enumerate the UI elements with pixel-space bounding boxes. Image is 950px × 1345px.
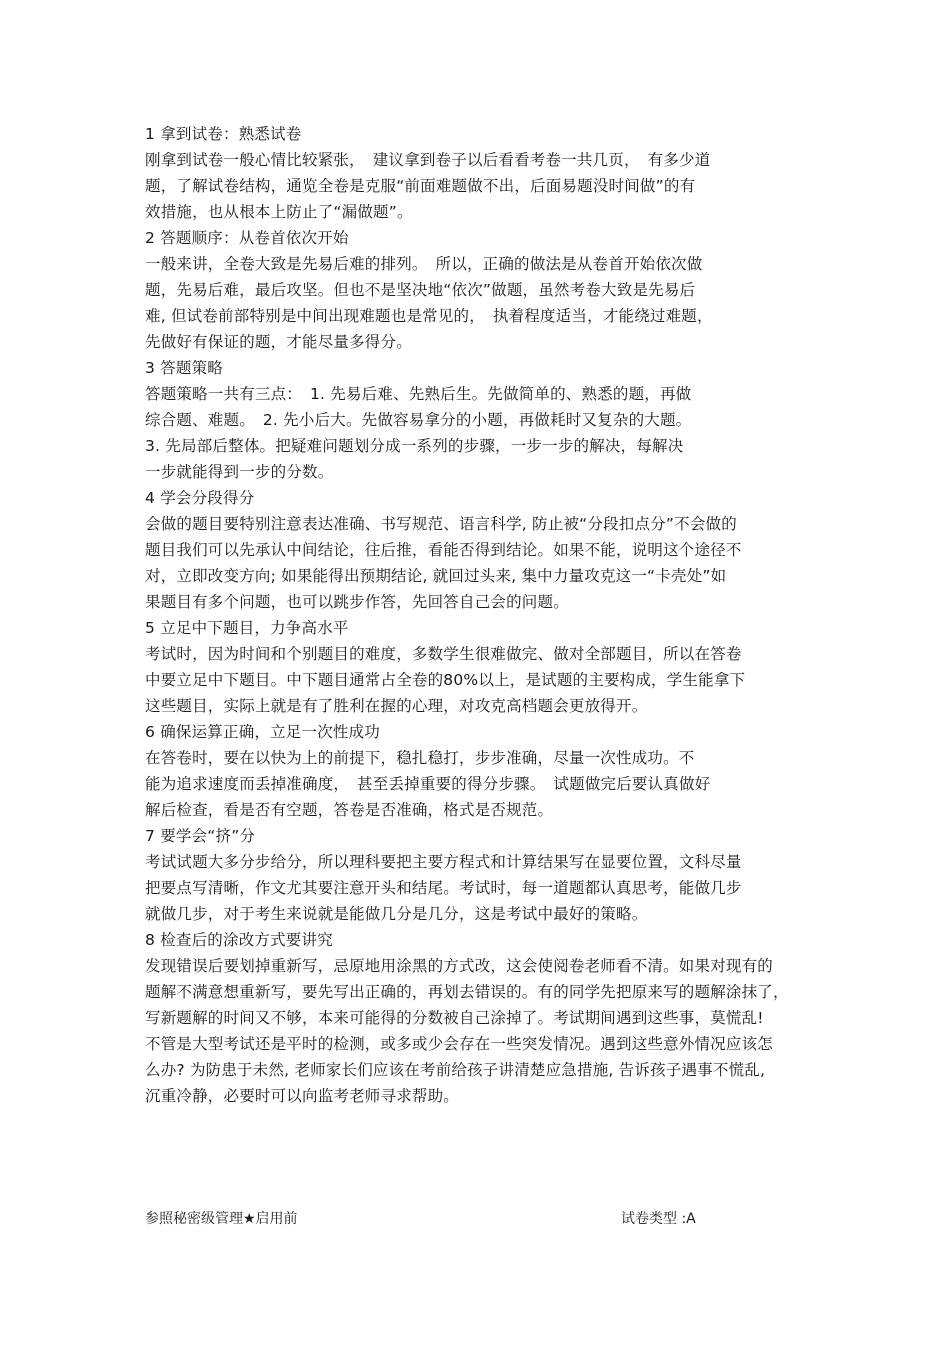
text-line: 果题目有多个问题，也可以跳步作答，先回答自己会的问题。 — [145, 593, 569, 611]
text-line: 对，立即改变方向; 如果能得出预期结论, 就回过头来, 集中力量攻克这一“卡壳处”如 — [145, 567, 727, 585]
text-line: 综合题、难题。 2. 先小后大。先做容易拿分的小题，再做耗时又复杂的大题。 — [145, 411, 692, 429]
text-line: 一步就能得到一步的分数。 — [145, 463, 334, 481]
text-line: 这些题目，实际上就是有了胜利在握的心理，对攻克高档题会更放得开。 — [145, 697, 648, 715]
text-line: 会做的题目要特别注意表达准确、书写规范、语言科学, 防止被“分段扣点分”不会做的 — [145, 515, 737, 533]
text-line: 题目我们可以先承认中间结论，往后推，看能否得到结论。如果不能，说明这个途径不 — [145, 541, 742, 559]
text-line: 刚拿到试卷一般心情比较紧张， 建议拿到卷子以后看看考卷一共几页， 有多少道 — [145, 151, 711, 169]
text-line: 2 答题顺序：从卷首依次开始 — [145, 229, 349, 247]
text-line: 答题策略一共有三点： 1. 先易后难、先熟后生。先做简单的、熟悉的题，再做 — [145, 385, 692, 403]
text-line: 5 立足中下题目，力争高水平 — [145, 619, 349, 637]
text-line: 能为追求速度而丢掉准确度， 甚至丢掉重要的得分步骤。 试题做完后要认真做好 — [145, 775, 711, 793]
text-line: 先做好有保证的题，才能尽量多得分。 — [145, 333, 412, 351]
text-line: 发现错误后要划掉重新写，忌原地用涂黑的方式改，这会使阅卷老师看不清。如果对现有的 — [145, 957, 774, 975]
text-line: 1 拿到试卷：熟悉试卷 — [145, 125, 302, 143]
text-line: 考试试题大多分步给分，所以理科要把主要方程式和计算结果写在显要位置，文科尽量 — [145, 853, 742, 871]
text-line: 题，了解试卷结构，通览全卷是克服“前面难题做不出，后面易题没时间做”的有 — [145, 177, 696, 195]
text-line: 4 学会分段得分 — [145, 489, 255, 507]
text-line: 中要立足中下题目。中下题目通常占全卷的80%以上，是试题的主要构成，学生能拿下 — [145, 671, 746, 689]
text-line: 写新题解的时间又不够，本来可能得的分数被自己涂掉了。考试期间遇到这些事，莫慌乱! — [145, 1009, 764, 1027]
text-line: 在答卷时，要在以快为上的前提下，稳扎稳打，步步准确，尽量一次性成功。不 — [145, 749, 695, 767]
text-line: 就做几步，对于考生来说就是能做几分是几分，这是考试中最好的策略。 — [145, 905, 648, 923]
exam-type-label: 试卷类型 :A — [621, 1211, 696, 1227]
text-line: 把要点写清晰，作文尤其要注意开头和结尾。考试时，每一道题都认真思考，能做几步 — [145, 879, 742, 897]
text-line: 么办? 为防患于未然, 老师家长们应该在考前给孩子讲清楚应急措施, 告诉孩子遇事不慌乱, — [145, 1061, 766, 1079]
text-line: 沉重冷静，必要时可以向监考老师寻求帮助。 — [145, 1087, 460, 1105]
text-line: 题解不满意想重新写，要先写出正确的，再划去错误的。有的同学先把原来写的题解涂抹了， — [145, 983, 789, 1001]
text-line: 不管是大型考试还是平时的检测，或多或少会存在一些突发情况。遇到这些意外情况应该怎 — [145, 1035, 774, 1053]
text-line: 考试时，因为时间和个别题目的难度，多数学生很难做完、做对全部题目，所以在答卷 — [145, 645, 742, 663]
text-line: 7 要学会“挤”分 — [145, 827, 256, 845]
text-line: 解后检查，看是否有空题，答卷是否准确，格式是否规范。 — [145, 801, 554, 819]
text-line: 题，先易后难，最后攻坚。但也不是坚决地“依次”做题，虽然考卷大致是先易后 — [145, 281, 696, 299]
text-line: 一般来讲，全卷大致是先易后难的排列。 所以，正确的做法是从卷首开始依次做 — [145, 255, 703, 273]
text-line: 3. 先局部后整体。把疑难问题划分成一系列的步骤，一步一步的解决，每解决 — [145, 437, 684, 455]
text-line: 效措施，也从根本上防止了“漏做题”。 — [145, 203, 413, 221]
text-line: 8 检查后的涂改方式要讲究 — [145, 931, 333, 949]
text-line: 6 确保运算正确，立足一次性成功 — [145, 723, 380, 741]
text-line: 难, 但试卷前部特别是中间出现难题也是常见的， 执着程度适当，才能绕过难题， — [145, 307, 713, 325]
text-line: 3 答题策略 — [145, 359, 223, 377]
document-body — [145, 121, 830, 1109]
confidentiality-notice: 参照秘密级管理★启用前 — [145, 1211, 298, 1227]
